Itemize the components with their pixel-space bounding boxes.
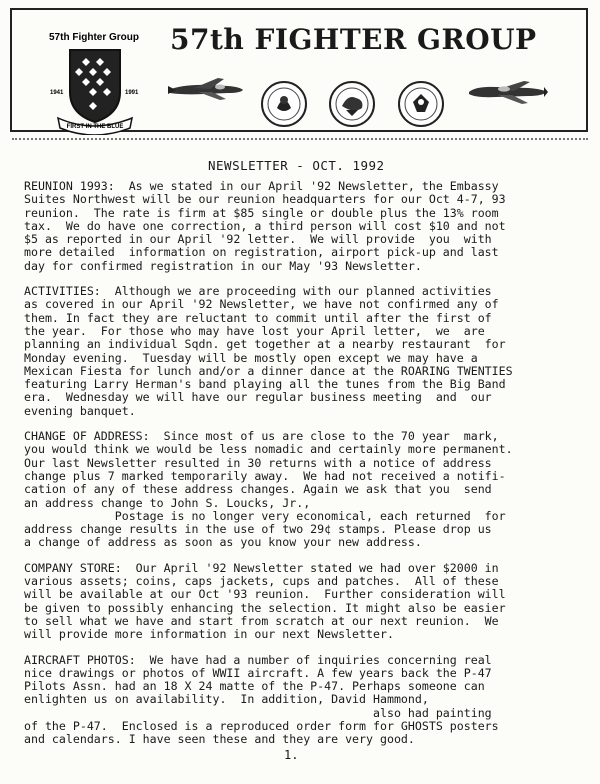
text-line: will be available at our Oct '93 reunion. Further consideration will [24,588,506,602]
patch-year-left: 1941 [50,90,64,96]
text-line: REUNION 1993: As we stated in our April '92 Newsletter, the Embassy [24,180,499,193]
text-line: change plus 7 marked temporarily away. We had not received a notifi- [24,469,506,483]
squadron-insignia-2-icon [328,80,376,128]
text-line: COMPANY STORE: Our April '92 Newsletter stated we had over $2000 in [24,561,499,575]
text-line: you would think we would be less nomadic and certainly more permanent. [24,443,513,457]
text-line: era. Wednesday we will have our regular business meeting and our [24,391,492,405]
text-line: as covered in our April '92 Newsletter, we have not confirmed any of [24,298,499,312]
text-line: featuring Larry Herman's band playing all the tunes from the Big Band [24,378,506,392]
text-line: Monday evening. Tuesday will be mostly open except we may have a [24,351,478,365]
squadron-insignia-3-icon [397,80,445,128]
text-line: a change of address as soon as you know your new address. [24,536,422,550]
text-line: AIRCRAFT PHOTOS: We have had a number of inquiries concerning real [24,653,492,667]
text-line: the year. For those who may have lost your April letter, we are [24,324,485,338]
paragraph-company-store [24,562,584,642]
text-line: them. In fact they are reluctant to commit until after the first of [24,311,492,325]
paragraph-activities [24,285,584,418]
text-line: address change results in the use of two 29¢ stamps. Please drop us [24,523,492,537]
page-number: 1. [284,748,299,762]
text-line: reunion. The rate is firm at $85 single or double plus the 13% room [24,206,499,220]
text-line: Suites Northwest will be our reunion headquarters for our Oct 4-7, 93 [24,193,506,207]
text-line: Postage is no longer very economical, each returned for [24,509,506,523]
text-line: an address change to John S. Loucks, Jr., [24,496,311,510]
text-line: to sell what we have and start from scratch at our next reunion. We [24,614,499,628]
paragraph-change-of-address [24,430,584,550]
text-line: $5 as reported in our April '92 letter. We will provide you with [24,233,492,247]
text-line: day for confirmed registration in our May '93 Newsletter. [24,259,422,273]
text-line: Pilots Assn. had an 18 X 24 matte of the P-47. Perhaps someone can [24,680,485,694]
text-line: cation of any of these address changes. Again we ask that you send [24,483,492,497]
patch-arc-text: 57th Fighter Group [49,32,139,43]
text-line: various assets; coins, caps jackets, cups and patches. All of these [24,575,499,589]
patch-year-right: 1991 [125,90,139,96]
text-line: nice drawings or photos of WWII aircraft. A few years back the P-47 [24,666,492,680]
patch-motto: FIRST IN THE BLUE [66,124,124,130]
newsletter-body [24,180,584,759]
text-line: Mexican Fiesta for lunch and/or a dinner dance at the ROARING TWENTIES [24,364,513,378]
text-line: CHANGE OF ADDRESS: Since most of us are close to the 70 year mark, [24,430,499,444]
newsletter-heading: NEWSLETTER - OCT. 1992 [208,158,385,173]
masthead-title: 57th FIGHTER GROUP [170,23,537,56]
group-patch-emblem [30,30,160,135]
text-line: and calendars. I have seen these and they are very good. [24,733,415,747]
text-line: will provide more information in our next Newsletter. [24,628,394,642]
text-line: Our last Newsletter resulted in 30 returns with a notice of address [24,456,492,470]
text-line: ACTIVITIES: Although we are proceeding with our planned activities [24,285,492,299]
masthead-divider [12,138,588,140]
paragraph-reunion [24,180,584,273]
text-line: more detailed information on registration, airport pick-up and last [24,246,499,260]
text-line: enlighten us on availability. In addition, David Hammond, [24,693,429,707]
text-line: also had painting [24,706,492,720]
squadron-insignia-1-icon [260,80,308,128]
text-line: planning an individual Sqdn. get together at a nearby restaurant for [24,338,506,352]
text-line: of the P-47. Enclosed is a reproduced order form for GHOSTS posters [24,719,499,733]
p47-aircraft-icon [466,78,550,106]
text-line: be given to possibly enhancing the selection. It might also be easier [24,601,506,615]
paragraph-aircraft-photos [24,654,584,747]
masthead [10,8,588,132]
p40-aircraft-icon [164,74,246,102]
text-line: tax. We do have one correction, a third person will cost $10 and not [24,219,506,233]
text-line: evening banquet. [24,404,136,418]
